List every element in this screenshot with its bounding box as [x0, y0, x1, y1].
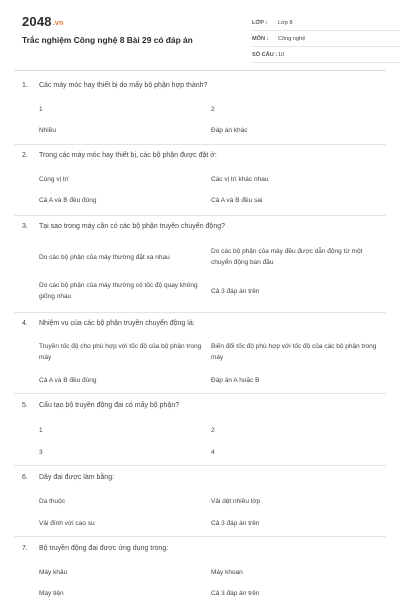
question-separator	[14, 536, 386, 537]
site-logo[interactable]	[22, 14, 63, 29]
option-d[interactable]: Cả A và B đều sai	[211, 197, 263, 204]
quiz-meta	[252, 15, 400, 63]
question-number: 2.	[22, 152, 28, 159]
question-text: Trong các máy móc hay thiết bị, các bộ phận được đặt ở:	[39, 152, 217, 159]
meta-value: Lớp 8	[278, 19, 293, 26]
option-a[interactable]: Máy khâu	[39, 569, 68, 576]
option-d[interactable]: 4	[211, 449, 215, 456]
meta-key: LỚP :	[252, 19, 268, 26]
question-separator	[14, 312, 386, 313]
header-divider	[14, 70, 386, 71]
option-d[interactable]: Đáp án A hoặc B	[211, 377, 260, 384]
question-header	[22, 320, 195, 327]
meta-key: SỐ CÂU :	[252, 51, 278, 58]
question-header	[22, 545, 168, 552]
logo-text: 2048	[22, 14, 52, 29]
question-text: Bộ truyền động đai được ứng dụng trong:	[39, 545, 169, 552]
question-header	[22, 152, 217, 159]
option-a[interactable]: 1	[39, 427, 43, 434]
option-b[interactable]: 2	[211, 427, 215, 434]
option-c[interactable]: Do các bộ phận của máy thường có tốc độ quay không giống nhau	[39, 282, 198, 300]
question-number: 6.	[22, 474, 28, 481]
option-c[interactable]: 3	[39, 449, 43, 456]
question-header	[22, 82, 207, 89]
option-a[interactable]: Da thuộc	[39, 498, 66, 505]
option-a[interactable]: Cùng vị trí	[39, 176, 69, 183]
option-d[interactable]: Cả 3 đáp án trên	[211, 520, 260, 527]
option-a[interactable]: 1	[39, 106, 43, 113]
option-c[interactable]: Cả A và B đều đúng	[39, 377, 97, 384]
option-b[interactable]: Do các bộ phận của máy đều được dẫn động từ một chuyển động ban đầu	[211, 248, 363, 266]
option-a[interactable]: Truyền tốc độ cho phù hợp với tốc độ của bộ phận trong máy	[39, 343, 202, 361]
question-number: 5.	[22, 402, 28, 409]
question-separator	[14, 393, 386, 394]
option-b[interactable]: Biến đổi tốc độ phù hợp với tốc độ của các bộ phận trong máy	[211, 343, 377, 361]
meta-key: MÔN :	[252, 35, 269, 42]
question-text: Nhiệm vụ của các bộ phận truyền chuyển động là:	[39, 320, 195, 327]
question-text: Cấu tạo bộ truyền động đai có mấy bộ phận?	[39, 402, 180, 409]
question-number: 3.	[22, 223, 28, 230]
option-c[interactable]: Cả A và B đều đúng	[39, 197, 97, 204]
question-separator	[14, 465, 386, 466]
option-b[interactable]: Vải dệt nhiều lớp	[211, 498, 261, 505]
option-c[interactable]: Vải đính với cao su	[39, 520, 95, 527]
question-header	[22, 474, 114, 481]
option-d[interactable]: Cả 3 đáp án trên	[211, 590, 260, 597]
question-header	[22, 223, 225, 230]
page-header	[22, 14, 378, 66]
option-c[interactable]: Máy tiện	[39, 590, 64, 597]
option-d[interactable]: Cả 3 đáp án trên	[211, 288, 260, 295]
option-d[interactable]: Đáp án khác	[211, 127, 248, 134]
meta-row-count	[252, 47, 400, 63]
question-separator	[14, 144, 386, 145]
meta-row-grade	[252, 15, 400, 31]
option-b[interactable]: Máy khoan	[211, 569, 243, 576]
meta-row-subject	[252, 31, 400, 47]
question-number: 1.	[22, 82, 28, 89]
question-header	[22, 402, 179, 409]
question-number: 4.	[22, 320, 28, 327]
question-text: Các máy móc hay thiết bị do mấy bộ phận hợp thành?	[39, 82, 208, 89]
logo-tld: .vn	[52, 20, 64, 27]
option-c[interactable]: Nhiều	[39, 127, 56, 134]
meta-value: 10	[278, 51, 285, 58]
question-text: Dây đai được làm bằng:	[39, 474, 115, 481]
option-a[interactable]: Do các bộ phận của máy thường đặt xa nhau	[39, 254, 170, 261]
question-separator	[14, 215, 386, 216]
option-b[interactable]: Các vị trí khác nhau	[211, 176, 269, 183]
page-title: Trắc nghiệm Công nghệ 8 Bài 29 có đáp án	[22, 35, 193, 45]
question-number: 7.	[22, 545, 28, 552]
question-text: Tại sao trong máy cần có các bộ phận truyền chuyển động?	[39, 223, 226, 230]
meta-value: Công nghệ	[278, 35, 306, 42]
option-b[interactable]: 2	[211, 106, 215, 113]
